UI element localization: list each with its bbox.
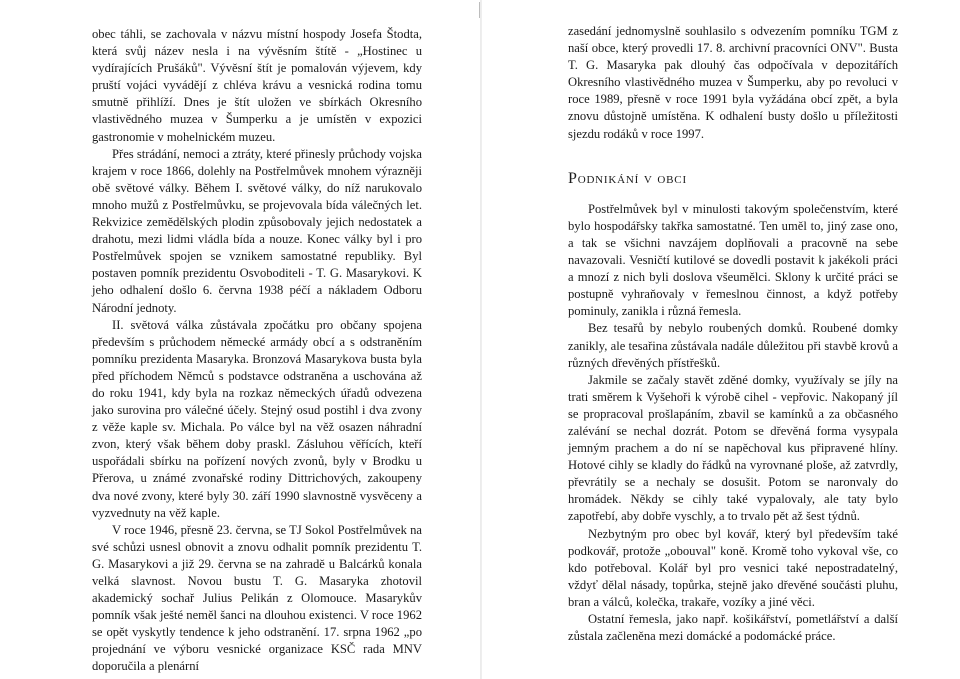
paragraph: Jakmile se začaly stavět zděné domky, využívaly se jíly na trati směrem k Vyšehoři k výrobě cihel - vepřovic. Nakopaný jíl se propracoval prošlapáním, zbavil se kamínků a za občasného zalévání se nechal dozrát. Potom se dřevěná forma vysypala jemným prachem a do ní se napěchoval kus připravené hlíny. Hotové cihly se kladly do řádků na vyrovnané ploše, až zatvrdly, převrátily se a nechaly se dosušit. Potom se naronvaly do hromádek. Někdy se cihly také vypalovaly, ale taty bylo zapotřebí, aby dobře vyschly, a to trvalo pět až šest týdnů.: [568, 372, 898, 524]
paragraph: Nezbytným pro obec byl kovář, který byl především také podkovář, protože „obouval" koně. Kromě toho vykoval vše, co kdo potřeboval. Kolář byl pro vesnici také nepostradatelný, vždyť dělal násady, topůrka, stejně jako dřevěné součásti pluhu, bran a válců, kolečka, trakaře, vozíky a jiné věci.: [568, 526, 898, 609]
paragraph: V roce 1946, přesně 23. června, se TJ Sokol Postřelmůvek na své schůzi usnesl obnovit a znovu odhalit pomník prezidentu T. G. Masarykovi a již 29. června se na zahradě u Balcárků konala velká slavnost. Novou bustu T. G. Masaryka zhotovil akademický sochař Julius Pelikán z Olomouce. Masarykův pomník však ješté neměl šanci na dlouhou existenci. V roce 1962 se opět vyskytly tendence k jeho odstranění. 17. srpna 1962 „po projednání ve výboru vesnické organizace KSČ rada MNV doporučila a plenární: [92, 522, 422, 674]
paragraph: II. světová válka zůstávala zpočátku pro občany spojena především s průchodem německé armády obcí a s odstraněním pomníku prezidenta Masaryka. Bronzová Masarykova busta byla před příchodem Němců s podstavce odstraněna a uschována až do roku 1941, kdy byla na rozkaz německých úřadů odvezena jako surovina pro válečné účely. Stejný osud postihl i dva zvony z věže kaple sv. Michala. Po válce byl na věž osazen náhradní zvon, který však během doby praskl. Zásluhou věřících, kteří uspořádali sbírku na pořízení nových zvonů, byly v Brodku u Přerova, u známé zvonařské rodiny Dittrichových, zakoupeny dva nové zvony, které byly 30. září 1990 slavnostně vysvěceny a vyzvednuty na věž kaple.: [92, 317, 422, 520]
paragraph: Postřelmůvek byl v minulosti takovým společenstvím, které bylo hospodářsky takřka samostatné. Ten uměl to, jiný zase ono, a tak se všichni navzájem doplňovali a pracovně na sebe navazovali. Vesničtí kutilové se dovedli postavit k jakékoli práci a mnozí z nich byli doslova všeumělci. Sklony k určité práci se postupně vyhraňovaly v řemeslnou činnost, a když potřeby pominuly, zanikla i různá řemesla.: [568, 201, 898, 319]
paragraph: obec táhli, se zachovala v názvu místní hospody Josefa Štodta, která svůj název nesla i na vývěsním štítě - „Hostinec u vydírajících Prušáků". Vývěsní štít je pomalován výjevem, kdy pruští vojáci vyvádějí z chléva krávu a vesnická rodina tomu smutně přihlíží. Dnes je štít uložen ve sbírkách Okresního vlastivědného muzea v Šumperku a je umístěn v expozici gastronomie v mohelnickém muzeu.: [92, 27, 422, 144]
paragraph: Ostatní řemesla, jako např. košikářství, pometlářství a další zůstala začleněna mezi domácké a podomácké práce.: [568, 612, 898, 644]
paragraph: zasedání jednomyslně souhlasilo s odvezením pomníku TGM z naší obce, který provedli 17. 8. archivní pracovníci ONV". Busta T. G. Masaryka pak dlouhý čas odpočívala v depozitářích Okresního vlastivědného muzea v Šumperku, aby po revoluci v roce 1989, přesně v roce 1991 byla vyžádána obcí zpět, a byla znovu důstojně umístěna. K odhalení busty došlo u příležitosti sjezdu rodáků v roce 1997.: [568, 24, 898, 141]
paragraph: Bez tesařů by nebylo roubených domků. Roubené domky zanikly, ale tesařina zůstávala nadále důležitou při stavbě krovů a různých dřevěných přístřešků.: [568, 321, 898, 370]
left-text-column: [92, 26, 422, 676]
section-heading: Podnikání v obci: [568, 169, 687, 187]
right-page: [480, 0, 960, 679]
paragraph: Přes strádání, nemoci a ztráty, které přinesly průchody vojska krajem v roce 1866, dolehly na Postřelmůvek mnohem výrazněji obě světové války. Během I. světové války, do níž narukovalo mnoho mužů z Postřelmůvku, se projevovala bída válečných let. Rekvizice zemědělských plodin způsobovaly jejich nedostatek a drahotu, mezi lidmi vládla bída a nouze. Konec války byl i pro Postřelmůvek spojen se vznikem samostatné republiky. Byl postaven pomník prezidentu Osvoboditeli - T. G. Masarykovi. K jeho odhalení došlo 6. června 1938 péčí a nákladem Odboru Národní jednoty.: [92, 146, 422, 315]
right-text-column: [568, 23, 898, 645]
